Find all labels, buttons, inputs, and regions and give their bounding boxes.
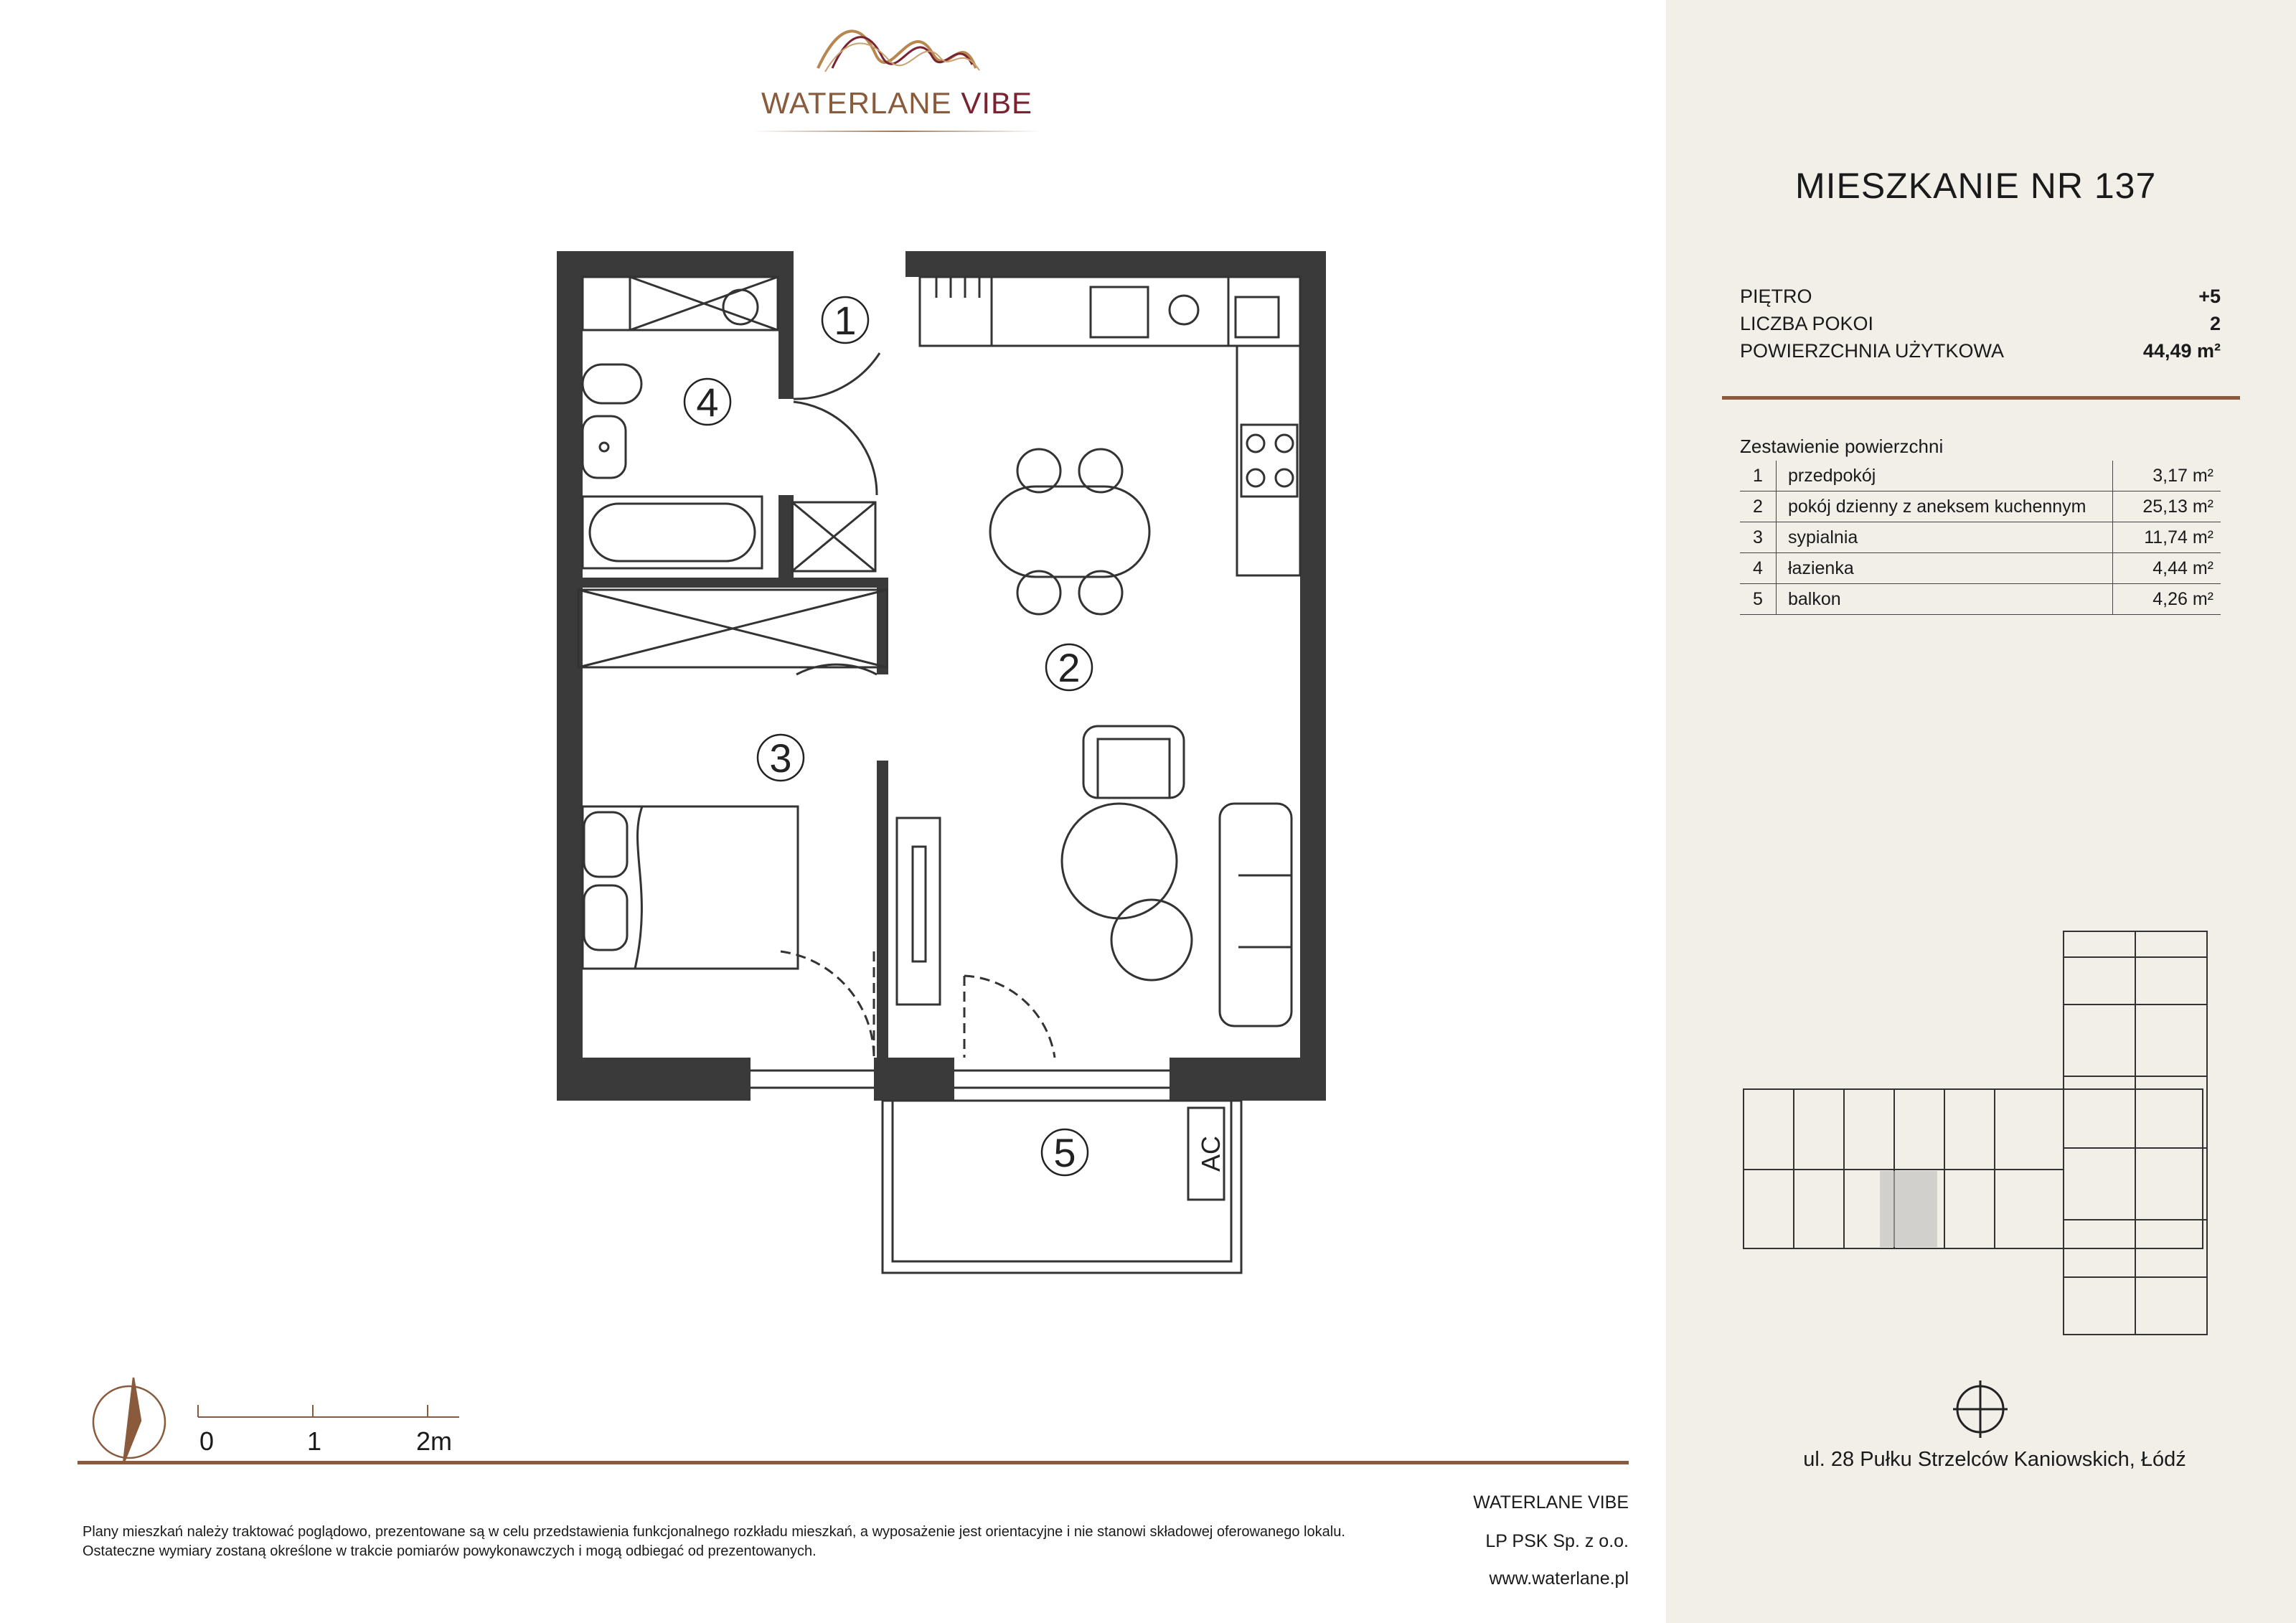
area-label: POWIERZCHNIA UŻYTKOWA bbox=[1740, 340, 2005, 362]
footer-company-name: WATERLANE VIBE bbox=[1473, 1492, 1629, 1513]
room-4-label: 4 bbox=[696, 380, 719, 425]
site-compass-icon bbox=[1953, 1380, 2008, 1438]
rooms-value: 2 bbox=[2209, 313, 2221, 334]
table-row bbox=[1740, 491, 2221, 522]
row-area: 4,26 m² bbox=[2113, 584, 2221, 615]
area-value: 44,49 m² bbox=[2142, 340, 2221, 362]
row-number: 4 bbox=[1740, 553, 1777, 584]
room-1-label: 1 bbox=[834, 298, 857, 343]
brand-name-part2: VIBE bbox=[961, 86, 1033, 120]
footer-divider bbox=[77, 1461, 1629, 1464]
row-area: 25,13 m² bbox=[2113, 491, 2221, 522]
apartment-title: MIESZKANIE NR 137 bbox=[1795, 166, 2157, 206]
scale-label-0: 0 bbox=[199, 1426, 215, 1456]
floor-value: +5 bbox=[2198, 286, 2221, 307]
row-area: 3,17 m² bbox=[2113, 461, 2221, 491]
scale-label-2m: 2m bbox=[416, 1426, 453, 1456]
scale-bar bbox=[198, 1405, 459, 1417]
disclaimer-line-2: Ostateczne wymiary zostaną określone w trakcie pomiarów powykonawczych i mogą odbiegać od prezentowanych. bbox=[83, 1543, 817, 1559]
table-row bbox=[1740, 584, 2221, 615]
row-name: przedpokój bbox=[1777, 461, 2113, 491]
row-name: pokój dzienny z aneksem kuchennym bbox=[1777, 491, 2113, 522]
row-area: 4,44 m² bbox=[2113, 553, 2221, 584]
table-row bbox=[1740, 553, 2221, 584]
row-name: łazienka bbox=[1777, 553, 2113, 584]
row-name: sypialnia bbox=[1777, 522, 2113, 553]
row-number: 2 bbox=[1740, 491, 1777, 522]
site-plan bbox=[1744, 931, 2207, 1335]
table-row bbox=[1740, 522, 2221, 553]
row-name: balkon bbox=[1777, 584, 2113, 615]
disclaimer bbox=[83, 1523, 1446, 1561]
walls bbox=[557, 251, 1326, 1101]
row-number: 5 bbox=[1740, 584, 1777, 615]
north-arrow-icon bbox=[93, 1378, 165, 1464]
breakdown-title: Zestawienie powierzchni bbox=[1740, 436, 1944, 457]
area-breakdown-table bbox=[1740, 461, 2221, 615]
row-number: 3 bbox=[1740, 522, 1777, 553]
footer-company-legal: LP PSK Sp. z o.o. bbox=[1485, 1531, 1629, 1551]
address: ul. 28 Pułku Strzelców Kaniowskich, Łódź bbox=[1803, 1448, 2186, 1471]
floor-label: PIĘTRO bbox=[1740, 286, 1812, 307]
room-2-label: 2 bbox=[1058, 645, 1081, 690]
room-3-label: 3 bbox=[769, 735, 792, 781]
rooms-label: LICZBA POKOI bbox=[1740, 313, 1874, 334]
room-5-label: 5 bbox=[1053, 1130, 1076, 1175]
row-number: 1 bbox=[1740, 461, 1777, 491]
brand-name-part1: WATERLANE bbox=[761, 86, 952, 120]
ac-label: AC bbox=[1196, 1135, 1225, 1172]
disclaimer-line-1: Plany mieszkań należy traktować poglądowo, prezentowane są w celu przedstawienia funkcjonalnego rozkładu mieszkań, a wyposażenie jest orientacyjne i nie stanowi składowej oferowanego lokalu. bbox=[83, 1524, 1345, 1540]
scale-label-1: 1 bbox=[307, 1426, 322, 1456]
divider bbox=[1722, 396, 2240, 400]
footer-website-link[interactable]: www.waterlane.pl bbox=[1489, 1568, 1629, 1589]
fixtures bbox=[578, 277, 1300, 1273]
site-plan-highlight bbox=[1880, 1171, 1937, 1247]
table-row bbox=[1740, 461, 2221, 491]
row-area: 11,74 m² bbox=[2113, 522, 2221, 553]
